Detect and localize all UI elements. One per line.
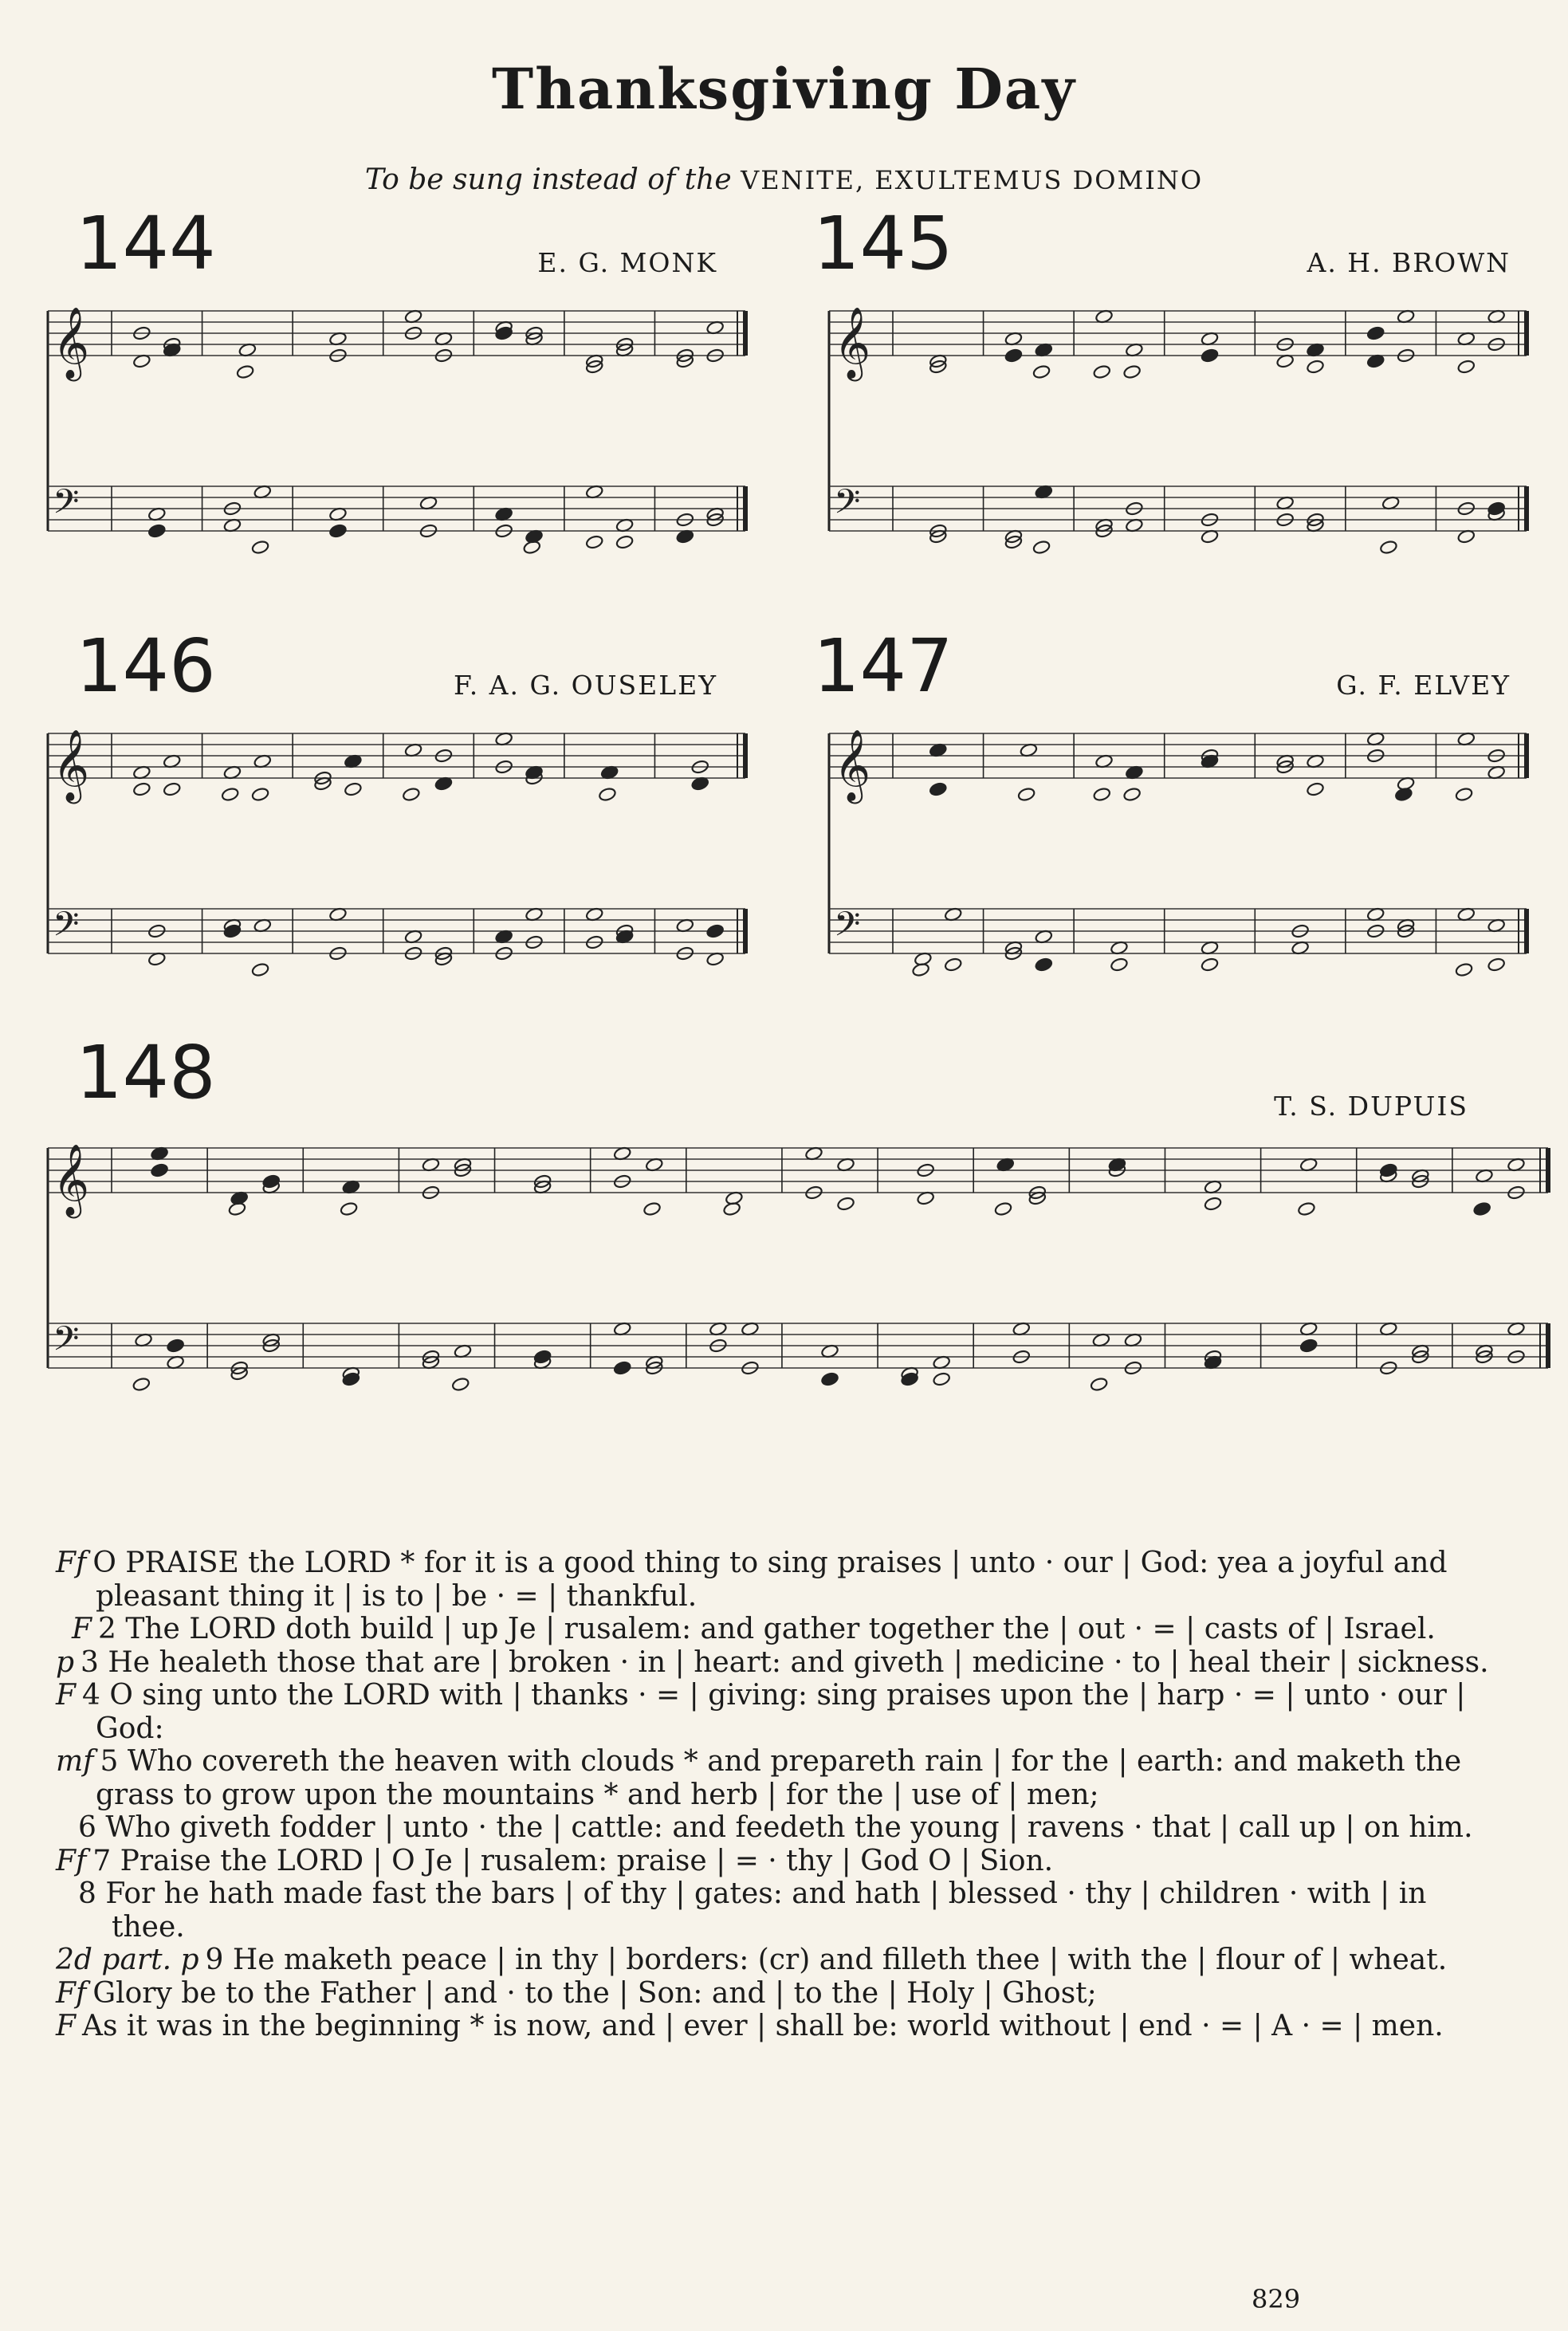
- verse-7: [56, 1845, 1491, 1878]
- note-head: [533, 1349, 552, 1364]
- dynamic-mark: Ff: [56, 1547, 87, 1579]
- verse-text: 2 The LORD doth build | up Je | rusalem: and gather together the | out · = | casts of | Israel.: [97, 1613, 1436, 1645]
- note-head: [163, 781, 181, 796]
- note-head: [1297, 1201, 1315, 1217]
- note-head: [994, 1201, 1012, 1217]
- note-head: [132, 1377, 151, 1392]
- dynamic-mark: F: [56, 1679, 76, 1712]
- note-head: [643, 1201, 661, 1217]
- hymn-composer: F. A. G. OUSELEY: [453, 670, 717, 701]
- verse-text: 8 For he hath made fast the bars | of thy | gates: and hath | blessed · thy | children · with | in thee.: [78, 1877, 1427, 1944]
- hymn-composer: E. G. MONK: [537, 247, 717, 278]
- verse-4: [56, 1679, 1491, 1745]
- note-head: [706, 923, 725, 938]
- note-head: [1032, 364, 1051, 379]
- note-head: [402, 787, 420, 802]
- note-head: [1090, 1377, 1108, 1392]
- dynamic-mark: Ff: [56, 1976, 87, 2010]
- note-head: [1487, 957, 1506, 972]
- verse-8: [56, 1877, 1491, 1944]
- note-head: [150, 1162, 168, 1177]
- note-head: [1093, 787, 1111, 802]
- note-head: [1379, 540, 1397, 555]
- treble-clef-icon: 𝄞: [834, 307, 871, 379]
- verse-2: [56, 1613, 1491, 1646]
- verse-text: O PRAISE the LORD * for it is a good thing to sing praises | unto · our | God: yea a joyful and pleasant thing it | is to | be · = | thankful.: [92, 1547, 1448, 1613]
- bass-clef-icon: 𝄢: [53, 905, 80, 953]
- hymn-composer: G. F. ELVEY: [1336, 670, 1511, 701]
- note-head: [451, 1377, 470, 1392]
- dynamic-mark: F: [56, 2010, 76, 2042]
- note-head: [1123, 364, 1142, 379]
- note-head: [166, 1338, 184, 1353]
- hymn-145: [781, 201, 1546, 606]
- subtitle: [0, 163, 1568, 196]
- note-head: [836, 1196, 855, 1211]
- note-head: [1123, 787, 1142, 802]
- note-head: [1204, 1196, 1222, 1211]
- note-head: [1201, 957, 1219, 972]
- note-head: [344, 781, 362, 796]
- dynamic-mark: Ff: [56, 1844, 87, 1877]
- verse-text: 4 O sing unto the LORD with | thanks · = | giving: sing praises upon the | harp · = | unto · our | God:: [81, 1679, 1466, 1745]
- verse-text: 3 He healeth those that are | broken · in | heart: and giveth | medicine · to | heal their | sickness.: [81, 1645, 1489, 1679]
- note-head: [1366, 325, 1385, 340]
- note-head: [820, 1371, 839, 1386]
- note-head: [598, 787, 616, 802]
- hymn-144: [0, 201, 765, 606]
- note-head: [1004, 348, 1023, 363]
- note-head: [1457, 359, 1476, 374]
- note-head: [944, 957, 962, 972]
- psalm-text: [56, 1547, 1491, 2043]
- note-head: [912, 962, 930, 977]
- note-head: [342, 1371, 360, 1386]
- hymn-number: 148: [76, 1030, 216, 1115]
- note-head: [1110, 957, 1128, 972]
- treble-clef-icon: 𝄞: [53, 729, 90, 801]
- bass-clef-icon: 𝄢: [834, 482, 861, 530]
- hymn-number: 147: [813, 623, 953, 709]
- note-head: [251, 787, 269, 802]
- score-148: [0, 1124, 1568, 1539]
- note-head: [1379, 1162, 1397, 1177]
- subtitle-prefix: To be sung instead of the: [364, 163, 732, 196]
- bass-clef-icon: 𝄢: [53, 1319, 80, 1367]
- verse-5: [56, 1745, 1491, 1811]
- note-head: [585, 534, 603, 549]
- verse-3: [56, 1646, 1491, 1680]
- note-head: [1201, 348, 1219, 363]
- dynamic-mark: 2d part. p: [56, 1944, 199, 1976]
- treble-clef-icon: 𝄞: [53, 307, 90, 379]
- hymn-number: 146: [76, 623, 216, 709]
- note-head: [1299, 1338, 1318, 1353]
- note-head: [340, 1201, 358, 1217]
- bass-clef-icon: 𝄢: [834, 905, 861, 953]
- hymn-number: 144: [76, 201, 216, 286]
- note-head: [900, 1371, 918, 1386]
- note-head: [251, 962, 269, 977]
- dynamic-mark: mf: [56, 1745, 94, 1778]
- note-head: [1017, 787, 1036, 802]
- dynamic-mark: F: [72, 1613, 92, 1645]
- hymn-148: [0, 1030, 1568, 1531]
- hymn-composer: T. S. DUPUIS: [1274, 1091, 1468, 1122]
- hymn-146: [0, 623, 765, 1028]
- verse-text: 9 He maketh peace | in thy | borders: (cr) and filleth thee | with the | flour of | wheat.: [205, 1944, 1448, 1976]
- note-head: [495, 325, 513, 340]
- note-head: [1394, 787, 1413, 802]
- note-head: [615, 534, 634, 549]
- note-head: [523, 540, 541, 555]
- note-head: [1306, 781, 1324, 796]
- note-head: [223, 923, 242, 938]
- page-number: 829: [1252, 2284, 1301, 2314]
- treble-clef-icon: 𝄞: [834, 729, 871, 801]
- note-head: [933, 1371, 951, 1386]
- note-head: [613, 1360, 631, 1375]
- note-head: [723, 1201, 741, 1217]
- note-head: [929, 781, 947, 796]
- note-head: [221, 787, 239, 802]
- verse-1: [56, 1547, 1491, 1613]
- subtitle-canticle: VENITE, EXULTEMUS DOMINO: [741, 165, 1204, 195]
- doxology-2: [56, 2010, 1491, 2043]
- verse-text: As it was in the beginning * is now, and | ever | shall be: world without | end · = | A · = | men.: [81, 2010, 1444, 2042]
- note-head: [1032, 540, 1051, 555]
- verse-text: 5 Who covereth the heaven with clouds * and prepareth rain | for the | earth: and maketh the grass to grow upon the mountains * and herb | for the | use of | men;: [96, 1745, 1462, 1811]
- treble-clef-icon: 𝄞: [53, 1144, 90, 1216]
- verse-text: 6 Who giveth fodder | unto · the | cattle: and feedeth the young | ravens · that | call up | on him.: [78, 1811, 1473, 1844]
- note-head: [1306, 359, 1324, 374]
- note-head: [262, 1173, 281, 1189]
- note-head: [1093, 364, 1111, 379]
- note-head: [132, 781, 151, 796]
- note-head: [251, 540, 269, 555]
- verse-text: 7 Praise the LORD | O Je | rusalem: praise | = · thy | God O | Sion.: [92, 1844, 1054, 1877]
- bass-clef-icon: 𝄢: [53, 482, 80, 530]
- verse-9: [56, 1944, 1491, 1977]
- dynamic-mark: p: [56, 1645, 75, 1679]
- hymn-composer: A. H. BROWN: [1307, 247, 1511, 278]
- note-head: [228, 1201, 246, 1217]
- note-head: [1455, 962, 1473, 977]
- hymn-number: 145: [813, 201, 953, 286]
- note-head: [236, 364, 254, 379]
- verse-text: Glory be to the Father | and · to the | Son: and | to the | Holy | Ghost;: [92, 1976, 1097, 2010]
- note-head: [1455, 787, 1473, 802]
- page-title: Thanksgiving Day: [492, 56, 1076, 122]
- note-head: [1487, 501, 1506, 516]
- hymn-147: [781, 623, 1546, 1028]
- note-head: [1035, 957, 1053, 972]
- note-head: [328, 523, 347, 538]
- note-head: [147, 523, 166, 538]
- doxology-1: [56, 1977, 1491, 2011]
- verse-6: [56, 1811, 1491, 1845]
- note-head: [1473, 1201, 1491, 1217]
